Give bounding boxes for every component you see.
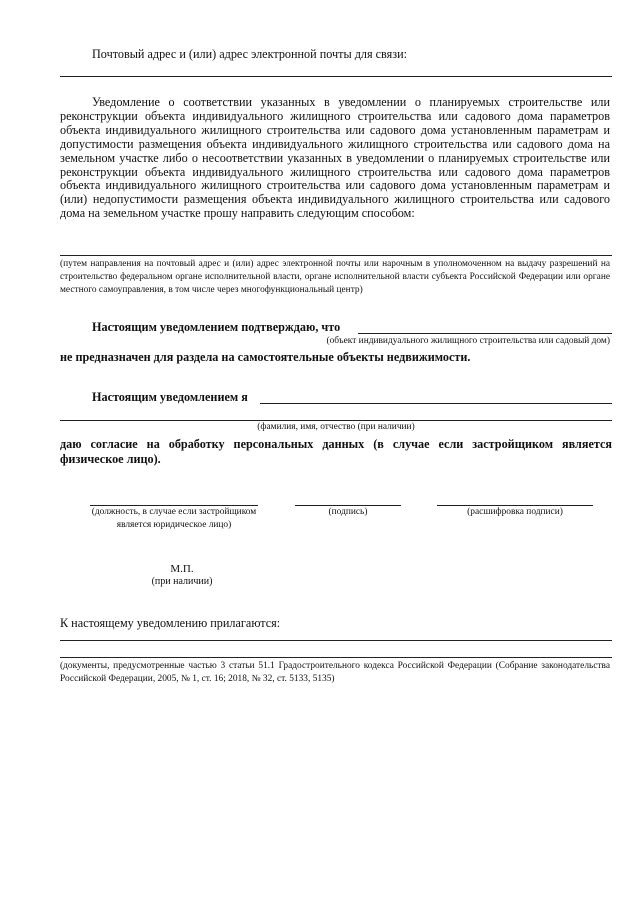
- name-line-1[interactable]: [260, 403, 612, 404]
- delivery-hint: (путем направления на почтовый адрес и (или) адрес электронной почты или нарочным в уполномоченном на выдачу разрешений на строительство федеральном органе исполнительной власти, органе исполнительной власти субъекта Российской Федерации или органе местного самоуправления, в том числе через многофункциональный центр): [60, 259, 610, 295]
- signature-hint: (подпись): [328, 507, 368, 517]
- contact-line[interactable]: [60, 76, 612, 77]
- attachments-label: К настоящему уведомлению прилагаются:: [60, 616, 281, 630]
- attachments-line-1[interactable]: [60, 640, 612, 641]
- stamp-hint: (при наличии): [151, 576, 213, 587]
- consent-lead: Настоящим уведомлением я: [92, 390, 248, 404]
- confirm-lead: Настоящим уведомлением подтверждаю, что: [92, 320, 341, 334]
- confirm-tail: не предназначен для раздела на самостоятельные объекты недвижимости.: [60, 350, 471, 364]
- object-hint: (объект индивидуального жилищного строительства или садовый дом): [326, 336, 610, 346]
- attachments-line-2[interactable]: [60, 657, 612, 658]
- name-hint: (фамилия, имя, отчество (при наличии): [257, 422, 415, 432]
- consent-text: даю согласие на обработку персональных данных (в случае если застройщиком является физическое лицо).: [60, 437, 612, 466]
- notice-paragraph: Уведомление о соответствии указанных в уведомлении о планируемых строительстве или реконструкции объекта индивидуального жилищного строительства или садового дома параметров объекта индивидуального жилищного строительства или садового дома установленным параметрам и допустимости размещения объекта индивидуального жилищного строительства или садового дома на земельном участке либо о несоответствии указанных в уведомлении о планируемых строительстве или реконструкции объекта индивидуального жилищного строительства или садового дома параметров объекта индивидуального жилищного строительства или садового дома установленным параметрам и (или) недопустимости размещения объекта индивидуального жилищного строительства или садового дома на земельном участке прошу направить следующим способом:: [60, 95, 610, 221]
- object-type-line[interactable]: [358, 333, 612, 334]
- delivery-method-line[interactable]: [60, 255, 612, 256]
- attachments-hint: (документы, предусмотренные частью 3 статьи 51.1 Градостроительного кодекса Российской Федерации (Собрание законодательства Российской Федерации, 2005, № 1, ст. 16; 2018, № 32, ст. 5133, 5135): [60, 661, 610, 684]
- stamp-label: М.П.: [170, 563, 194, 575]
- decode-hint: (расшифровка подписи): [467, 507, 563, 517]
- position-hint: (должность, в случае если застройщиком является юридическое лицо): [91, 507, 257, 530]
- contact-label: Почтовый адрес и (или) адрес электронной почты для связи:: [92, 47, 407, 61]
